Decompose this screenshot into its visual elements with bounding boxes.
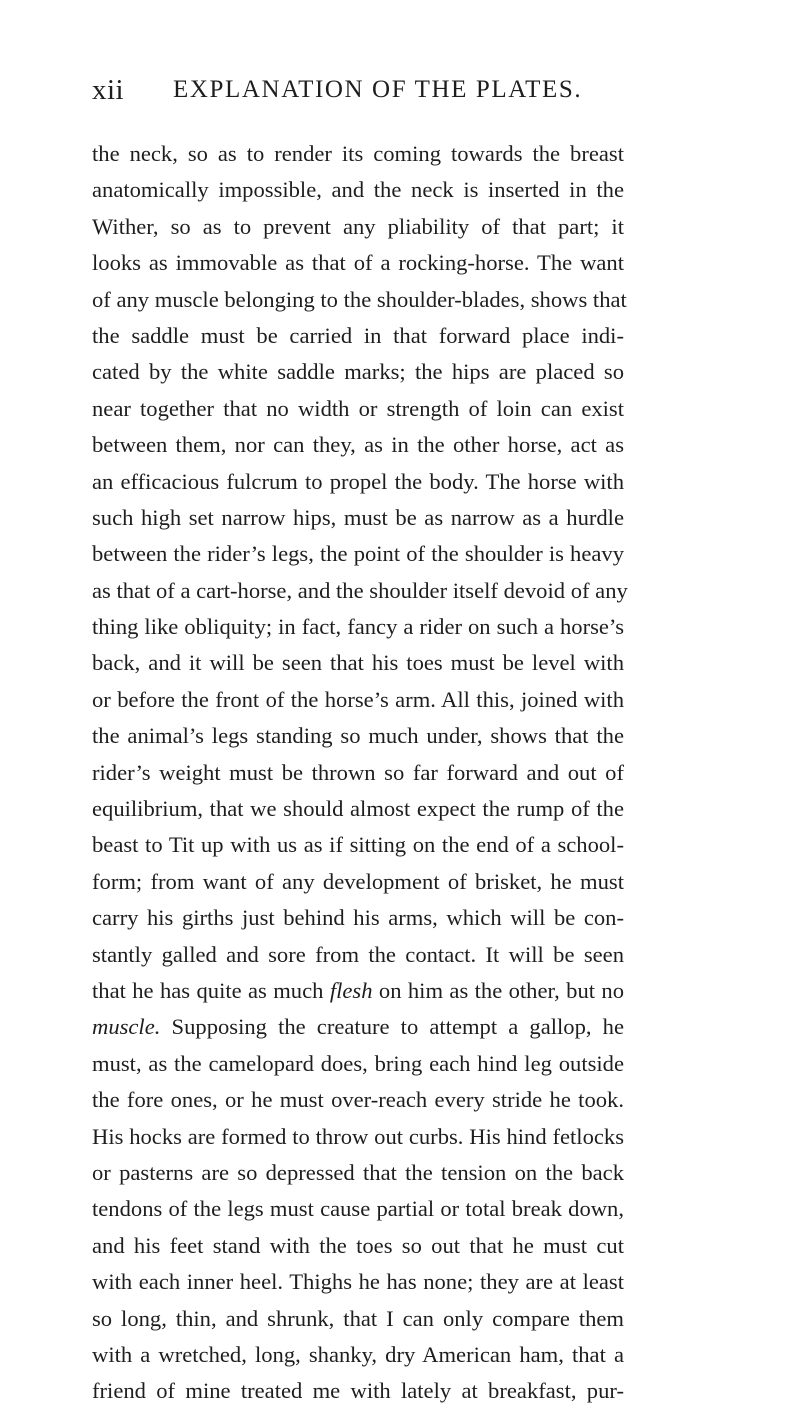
text-line: anatomically impossible, and the neck is inserted in the (92, 177, 624, 203)
text-line: must, as the camelopard does, bring each hind leg outside (92, 1050, 624, 1076)
text-line: the animal’s legs standing so much under, shows that the (92, 723, 624, 749)
text-line: beast to Tit up with us as if sitting on the end of a school- (92, 832, 624, 858)
text-line: so long, thin, and shrunk, that I can only compare them (92, 1305, 624, 1331)
text-line: stantly galled and sore from the contact. It will be seen (92, 941, 624, 967)
text-line: between the rider’s legs, the point of the shoulder is heavy (92, 541, 624, 567)
text-line: the fore ones, or he must over-reach every stride he took. (92, 1087, 624, 1113)
text-run: that he has quite as much (92, 977, 324, 1003)
text-run: Supposing the creature to attempt a gallop, he (171, 1014, 624, 1040)
body-text (92, 136, 628, 1410)
text-line: friend of mine treated me with lately at breakfast, pur- (92, 1378, 624, 1404)
text-line: of any muscle belonging to the shoulder-blades, shows that (92, 286, 627, 312)
text-line: tendons of the legs must cause partial or total break down, (92, 1196, 624, 1222)
text-line: back, and it will be seen that his toes must be level with (92, 650, 624, 676)
page-number: xii (92, 74, 125, 106)
text-line: or before the front of the horse’s arm. All this, joined with (92, 686, 624, 712)
italic-word: muscle. (92, 1014, 161, 1040)
text-line: Wither, so as to prevent any pliability of that part; it (92, 213, 624, 239)
text-line: and his feet stand with the toes so out that he must cut (92, 1232, 624, 1258)
page-header (92, 74, 652, 114)
text-line: thing like obliquity; in fact, fancy a rider on such a horse’s (92, 614, 624, 640)
text-line: His hocks are formed to throw out curbs. His hind fetlocks (92, 1123, 624, 1149)
text-line: near together that no width or strength of loin can exist (92, 395, 624, 421)
text-line: between them, nor can they, as in the other horse, act as (92, 432, 624, 458)
text-line-with-italic (92, 973, 624, 1009)
text-line: equilibrium, that we should almost expect the rump of the (92, 796, 624, 822)
running-title: EXPLANATION OF THE PLATES. (173, 76, 583, 103)
text-line: cated by the white saddle marks; the hips are placed so (92, 359, 624, 385)
text-line: with each inner heel. Thighs he has none; they are at least (92, 1269, 624, 1295)
text-line: form; from want of any development of brisket, he must (92, 868, 624, 894)
text-line: the neck, so as to render its coming towards the breast (92, 141, 624, 166)
text-run: on him as the other, but no (378, 977, 624, 1003)
text-line: with a wretched, long, shanky, dry American ham, that a (92, 1341, 624, 1367)
text-line: carry his girths just behind his arms, which will be con- (92, 905, 624, 931)
text-line: the saddle must be carried in that forward place indi- (92, 322, 624, 348)
text-line: or pasterns are so depressed that the tension on the back (92, 1159, 624, 1185)
italic-word: flesh (329, 977, 373, 1003)
text-line: an efficacious fulcrum to propel the body. The horse with (92, 468, 624, 494)
text-line: such high set narrow hips, must be as narrow as a hurdle (92, 504, 624, 530)
text-line: as that of a cart-horse, and the shoulder itself devoid of any (92, 577, 628, 603)
text-line-with-italic (92, 1009, 624, 1045)
text-line: rider’s weight must be thrown so far forward and out of (92, 759, 624, 785)
text-line: looks as immovable as that of a rocking-horse. The want (92, 250, 624, 276)
